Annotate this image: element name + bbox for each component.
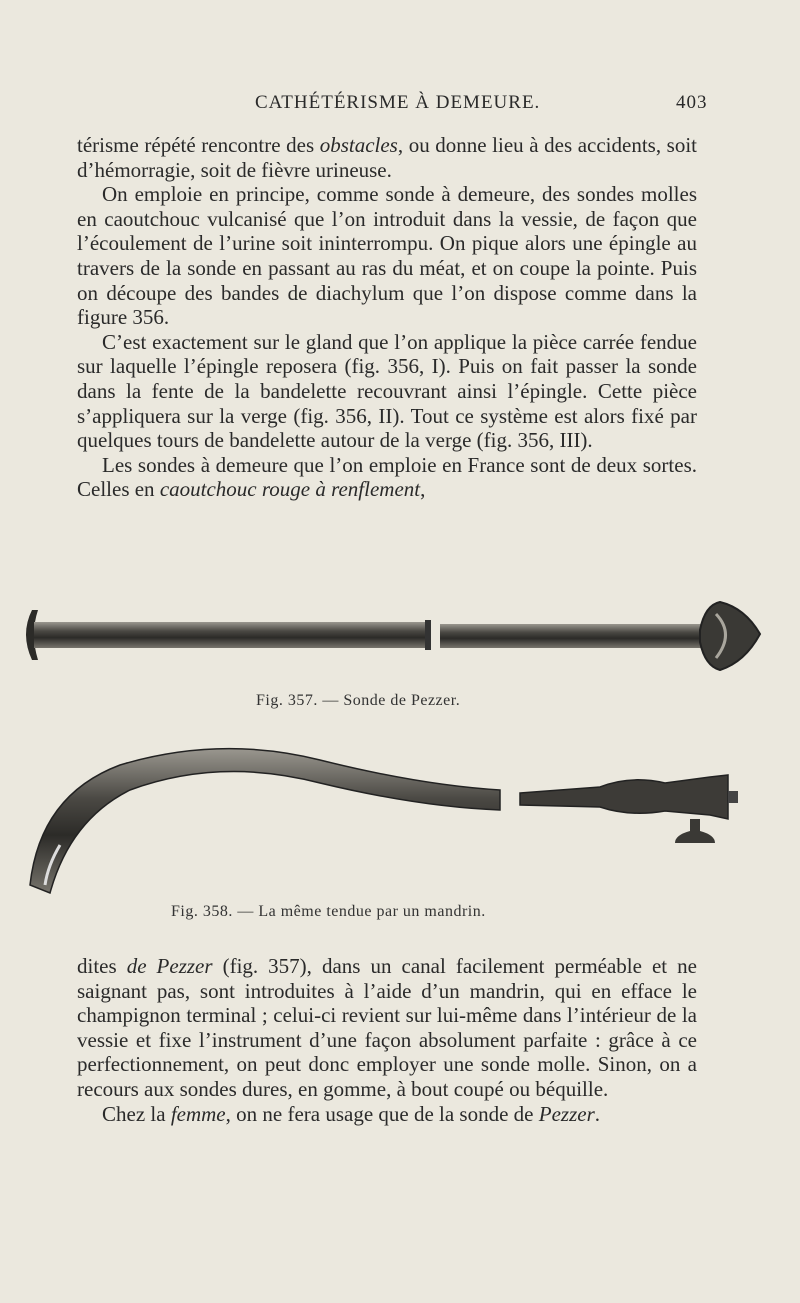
paragraph-continued: térisme répété rencontre des obstacles, ou donne lieu à des accidents, soit d’hémorragie, soit de fièvre urineuse.	[77, 133, 697, 182]
mandrin-handle	[520, 775, 728, 819]
figure-358-caption: Fig. 358. — La même tendue par un mandrin.	[171, 903, 486, 920]
catheter-shaft-right	[440, 624, 705, 648]
curved-catheter	[30, 749, 500, 893]
paragraph-deux-sortes: Les sondes à demeure que l’on emploie en France sont de deux sortes. Celles en caoutchouc rouge à renflement,	[77, 452, 697, 502]
emphasis-pezzer: Pezzer	[538, 1101, 595, 1126]
mandrin-screw	[675, 819, 715, 843]
paragraph-piece-carree: C’est exactement sur le gland que l’on applique la pièce carrée fendue sur laquelle l’épingle reposera (fig. 356, I). Puis on fait passer la sonde dans la fente de la bandelette recouvrant ainsi l’épingle. Cette pièce s’appliquera sur la verge (fig. 356, II). Tout ce système est alors fixé par quelques tours de bandelette autour de la verge (fig. 356, III).	[77, 329, 697, 453]
paragraph-sondes-molles: On emploie en principe, comme sonde à demeure, des sondes molles en caoutchouc vulcanisé que l’on introduit dans la vessie, de façon que l’écoulement de l’urine soit ininterrompu. On pique alors une épingle au travers de la sonde en passant au ras du méat, et on coupe la pointe. Puis on découpe des bandes de diachylum que l’on dispose comme dans la figure 356.	[77, 182, 697, 330]
figure-357-caption: Fig. 357. — Sonde de Pezzer.	[256, 692, 461, 709]
emphasis-obstacles: obstacles	[319, 133, 398, 157]
running-header	[0, 92, 800, 122]
page-number: 403	[676, 92, 708, 113]
paragraph-femme: Chez la femme, on ne fera usage que de la sonde de Pezzer.	[102, 1101, 600, 1126]
bottom-text-block	[77, 954, 697, 1126]
emphasis-caoutchouc: caoutchouc rouge à renflement	[159, 477, 421, 502]
figure-358-sonde-tendue	[0, 735, 800, 905]
figure-357-sonde-de-pezzer	[0, 590, 800, 690]
catheter-shaft-left	[34, 622, 430, 648]
paragraph-pezzer: dites de Pezzer (fig. 357), dans un canal facilement perméable et ne saignant pas, sont introduites à l’aide d’un mandrin, qui en efface le champignon terminal ; celui-ci revient sur lui-même dans l’intérieur de la vessie et fixe l’instrument d’une façon absolument parfaite : grâce à ce perfectionnement, on peut donc employer une sonde molle. Sinon, on a recours aux sondes dures, en gomme, à bout coupé ou béquille.	[77, 954, 697, 1101]
emphasis-femme: femme	[170, 1101, 226, 1126]
top-text-block	[77, 133, 697, 502]
pezzer-bulb	[700, 602, 760, 670]
running-title: CATHÉTÉRISME À DEMEURE.	[255, 92, 541, 113]
emphasis-de-pezzer: de Pezzer	[126, 954, 213, 978]
